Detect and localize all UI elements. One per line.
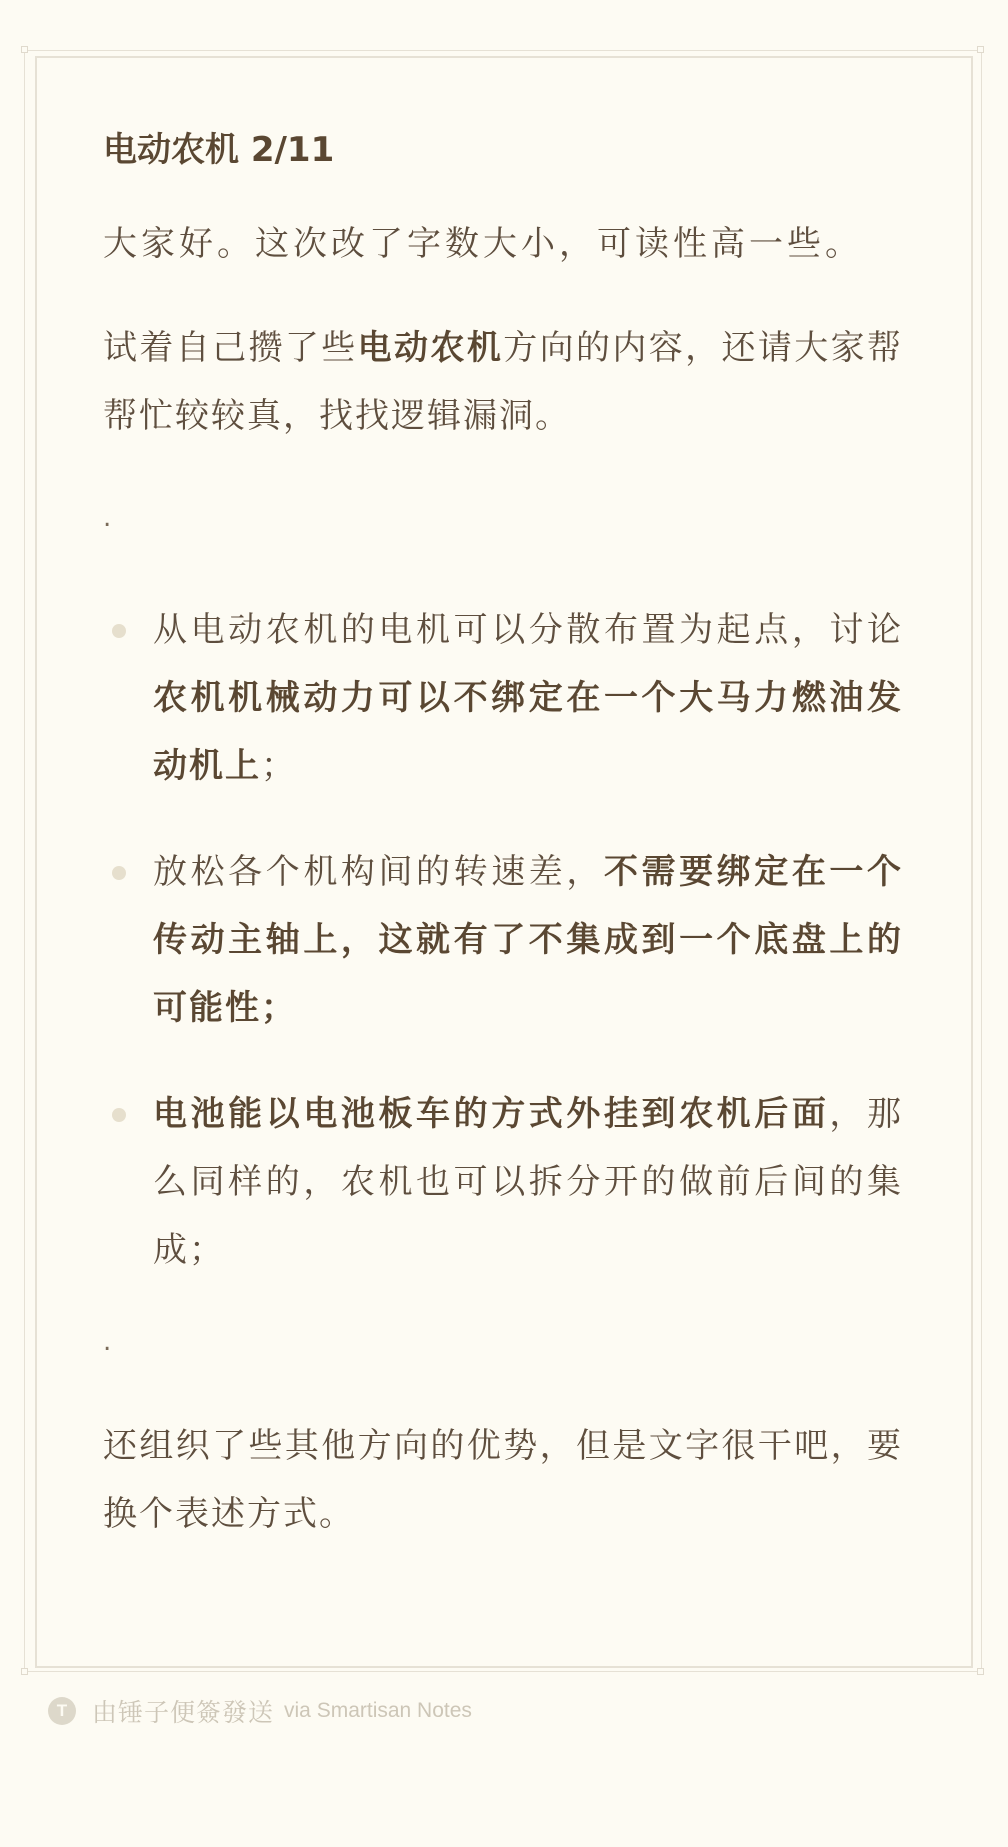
frame-corner-top-right (977, 46, 984, 53)
footer-signature (48, 1693, 472, 1729)
bullet-dot-icon (112, 866, 126, 880)
separator-dot: . (103, 1327, 112, 1357)
footer-via-text: via Smartisan Notes (284, 1699, 472, 1722)
bullet-list (103, 596, 903, 1284)
frame-corner-top-left (21, 46, 28, 53)
intro-text-after: 方向的内容，还请大家帮帮忙较较真，找找逻辑漏洞。 (103, 328, 904, 436)
frame-corner-bottom-right (977, 1668, 984, 1675)
note-body (103, 118, 903, 1548)
intro-paragraph (103, 314, 903, 450)
bullet-dot-icon (112, 624, 126, 638)
bullet-item (103, 838, 903, 1042)
smartisan-t-icon: T (48, 1697, 76, 1725)
outro-paragraph: 还组织了些其他方向的优势，但是文字很干吧，要换个表述方式。 (103, 1426, 903, 1534)
footer-sent-by-text: 由锤子便簽發送 (92, 1698, 275, 1727)
bullet-text-before: 放松各个机构间的转速差， (153, 852, 604, 892)
intro-bold-text: 电动农机 (357, 328, 504, 368)
bullet-item (103, 596, 903, 800)
bullet-dot-icon (112, 1108, 126, 1122)
bullet-text-after: ； (261, 746, 297, 786)
bullet-bold-text: 电池能以电池板车的方式外挂到农机后面 (153, 1094, 830, 1134)
bullet-bold-text: 不需要绑定在一个传动主轴上，这就有了不集成到一个底盘上的可能性； (153, 852, 904, 1028)
separator-dot: . (103, 503, 112, 533)
note-title: 电动农机 2/11 (103, 130, 335, 170)
bullet-bold-text: 农机机械动力可以不绑定在一个大马力燃油发动机上 (153, 678, 903, 786)
bullet-item (103, 1080, 903, 1284)
bullet-text-before: 从电动农机的电机可以分散布置为起点，讨论 (153, 610, 903, 650)
greeting-paragraph: 大家好。这次改了字数大小，可读性高一些。 (103, 224, 863, 264)
intro-text-before: 试着自己攒了些 (103, 328, 358, 368)
frame-corner-bottom-left (21, 1668, 28, 1675)
bullet-text-after: ，那么同样的，农机也可以拆分开的做前后间的集成； (153, 1094, 904, 1270)
